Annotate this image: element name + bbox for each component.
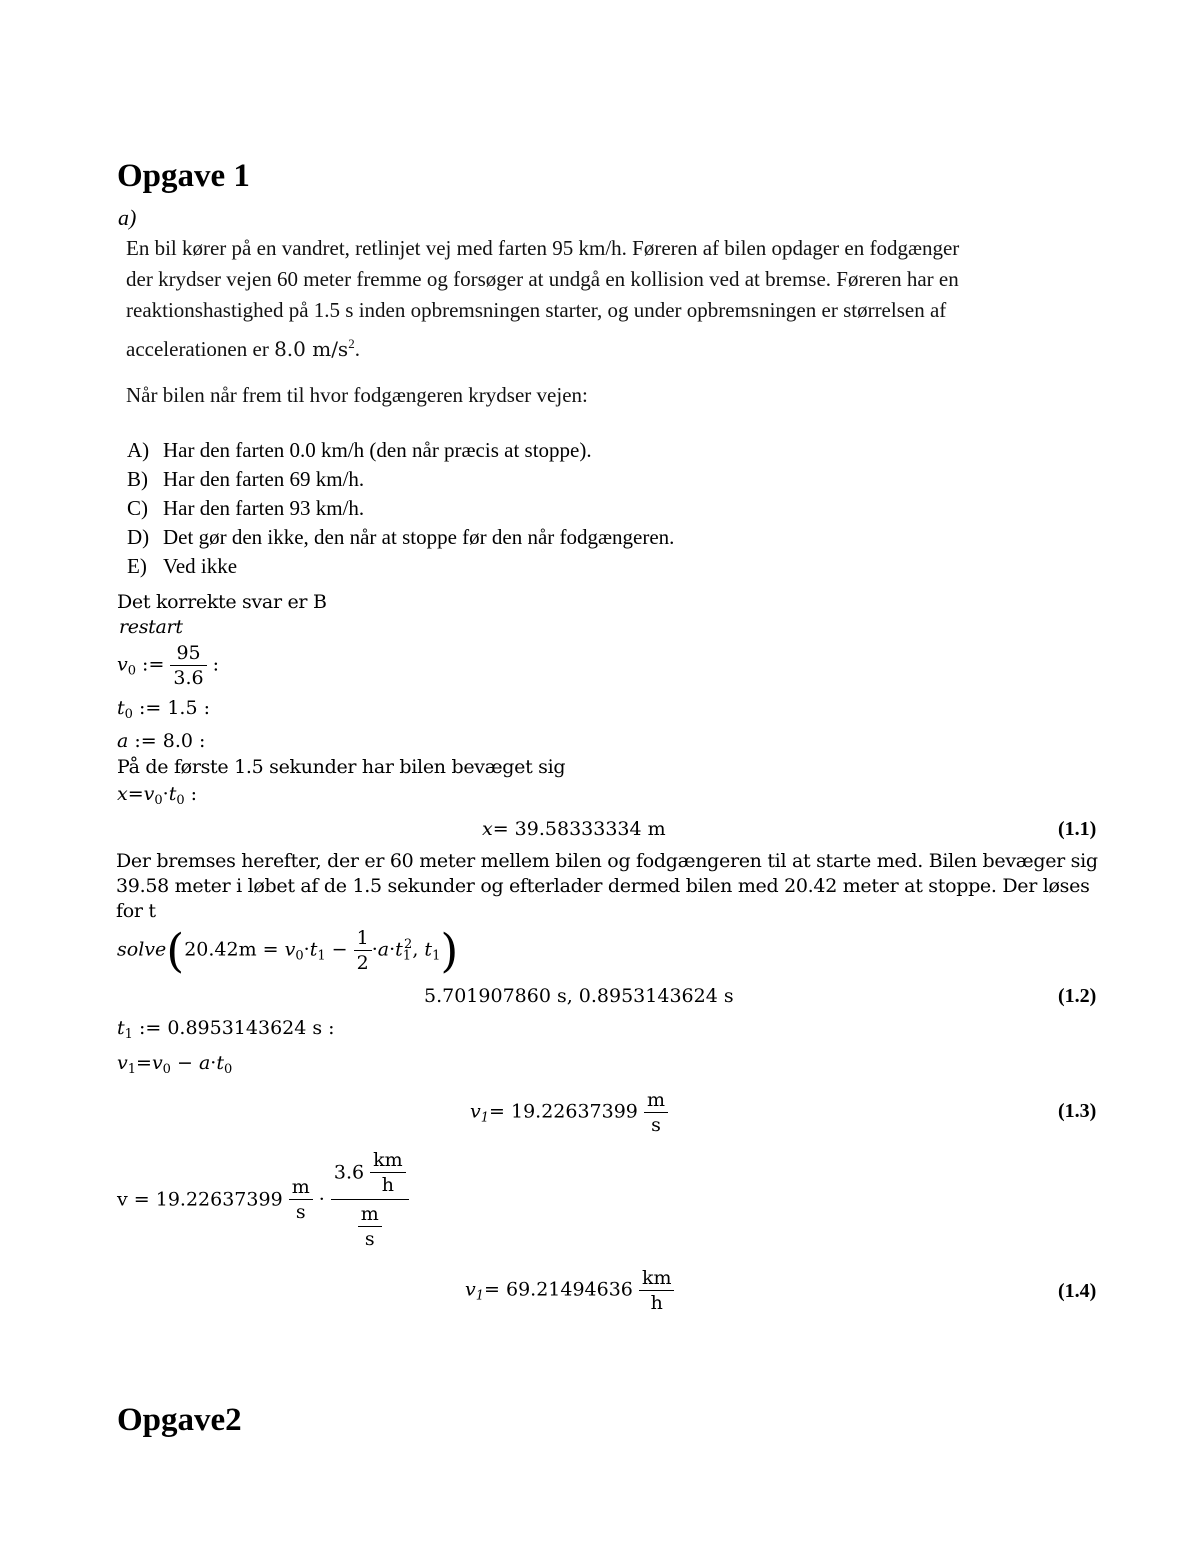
x-definition <box>117 783 197 808</box>
var-v: v <box>143 783 155 805</box>
fraction <box>170 641 206 690</box>
subscript: 1 <box>480 1110 490 1126</box>
paragraph-line: 39.58 meter i løbet af de 1.5 sekunder og efterlader dermed bilen med 20.42 meter at stoppe. Der løses <box>116 875 1090 897</box>
var-t: t <box>216 1052 224 1074</box>
v1-definition <box>117 1052 232 1077</box>
problem-line: En bil kører på en vandret, retlinjet vej med farten 95 km/h. Føreren af bilen opdager en fodgænger <box>126 236 960 260</box>
factor-numerator <box>331 1148 409 1200</box>
option-text: Har den farten 0.0 km/h (den når præcis at stoppe). <box>163 438 592 462</box>
option-letter: C) <box>127 496 148 520</box>
t1-definition <box>117 1017 335 1042</box>
var-a: a <box>198 1052 211 1074</box>
dot: · <box>162 783 169 805</box>
minus: − <box>325 938 354 961</box>
assignment: := 0.8953143624 s : <box>132 1017 335 1039</box>
acceleration-value: 8.0 m/s <box>274 337 349 361</box>
option-c <box>127 494 674 523</box>
v0-definition <box>117 641 219 690</box>
subscript: 0 <box>154 793 163 808</box>
subscript: 1 <box>432 948 441 964</box>
denominator: 2 <box>356 952 369 974</box>
answer-options <box>127 436 674 581</box>
exponent: 2 <box>348 336 355 351</box>
heading-opgave-2: Opgave2 <box>117 1402 242 1438</box>
equation-label: (1.1) <box>1058 818 1097 840</box>
unit-fraction <box>639 1266 675 1315</box>
var-v: v <box>465 1278 476 1301</box>
option-letter: D) <box>127 525 150 549</box>
unit-fraction <box>289 1175 313 1224</box>
subscript: 0 <box>124 707 133 722</box>
option-text: Det gør den ikke, den når at stoppe før den når fodgængeren. <box>163 525 675 549</box>
assignment: := 1.5 : <box>132 697 210 719</box>
assign-op: := <box>136 653 171 676</box>
conversion-expression <box>117 1148 409 1251</box>
var-t: t <box>117 697 125 719</box>
text-first-seconds: På de første 1.5 sekunder har bilen bevæget sig <box>117 756 566 778</box>
equation-label: (1.2) <box>1058 985 1097 1007</box>
var-t: t <box>395 938 403 961</box>
numerator: 95 <box>170 641 206 666</box>
question-text: Når bilen når frem til hvor fodgængeren krydser vejen: <box>126 383 588 407</box>
unit-numerator: m <box>289 1175 313 1200</box>
unit-numerator: km <box>639 1266 675 1291</box>
h: h <box>381 1174 395 1196</box>
assignment: := 8.0 : <box>128 730 206 752</box>
subscript: 1 <box>317 948 326 964</box>
option-letter: E) <box>127 554 147 578</box>
unit-denominator: h <box>650 1292 663 1314</box>
dot: · <box>210 1052 217 1074</box>
option-d <box>127 523 674 552</box>
option-text: Har den farten 93 km/h. <box>163 496 365 520</box>
answer-text: Det korrekte svar er B <box>117 591 327 613</box>
var-a: a <box>377 938 390 961</box>
restart-command: restart <box>119 616 183 638</box>
option-letter: B) <box>127 467 148 491</box>
subscript: 1 <box>127 1062 137 1077</box>
var-v: v <box>151 1052 163 1074</box>
result-value: = 69.21494636 <box>484 1278 633 1301</box>
solve-lhs: 20.42m = <box>184 938 285 961</box>
result-1-2: 5.701907860 s, 0.8953143624 s <box>424 985 734 1007</box>
paragraph-line: Der bremses herefter, der er 60 meter mellem bilen og fodgængeren til at starte med. Bilen bevæger sig <box>116 850 1098 872</box>
denominator: 3.6 <box>173 667 204 689</box>
subscript: 0 <box>176 793 185 808</box>
unit-fraction <box>644 1088 668 1137</box>
result-1-4 <box>465 1266 674 1315</box>
equals: = <box>136 1052 152 1074</box>
problem-statement <box>126 233 959 365</box>
var-t: t <box>117 1017 125 1039</box>
unit-denominator: s <box>651 1114 661 1136</box>
problem-line: der krydser vejen 60 meter fremme og forsøger at undgå en kollision ved at bremse. Føreren har en <box>126 267 959 291</box>
paragraph-braking <box>116 849 1098 924</box>
factor-value: 3.6 <box>333 1161 365 1184</box>
subscript: 0 <box>295 948 304 964</box>
result-value: = 19.22637399 <box>489 1100 638 1123</box>
result-1-3 <box>470 1088 668 1137</box>
subscript: 1 <box>402 948 412 964</box>
var-t: t <box>424 938 433 961</box>
option-text: Har den farten 69 km/h. <box>163 467 365 491</box>
var-v: v <box>284 938 296 961</box>
t0-definition <box>117 697 210 722</box>
problem-line: reaktionshastighed på 1.5 s inden opbremsningen starter, og under opbremsningen er størrelsen af <box>126 298 947 322</box>
m-per-s <box>358 1202 382 1251</box>
subscript: 0 <box>223 1062 233 1077</box>
unit-denominator: s <box>295 1201 306 1223</box>
equation-label: (1.4) <box>1058 1280 1097 1302</box>
km: km <box>370 1148 406 1173</box>
right-paren: ) <box>440 923 459 978</box>
conversion-factor <box>331 1148 409 1251</box>
var-v: v <box>117 1052 128 1074</box>
factor-denominator <box>331 1200 409 1251</box>
option-letter: A) <box>127 438 150 462</box>
subscript: 0 <box>127 663 137 679</box>
option-b <box>127 465 674 494</box>
comma: , <box>412 938 425 961</box>
solve-expression: solve(20.42m = $v_0\cdot t_1$ − $\frac{1}{2}$ $\cdot a\cdot t_1^2$, $t_1$) <box>117 923 459 978</box>
unit-numerator: m <box>644 1088 668 1113</box>
result-value: = 39.58333334 m <box>492 818 666 840</box>
paragraph-line: for t <box>116 900 156 922</box>
km-per-h <box>370 1148 406 1197</box>
left-paren: ( <box>166 923 185 978</box>
var-x: x <box>482 818 493 840</box>
var-x: x <box>117 783 128 805</box>
var-a: a <box>117 730 129 752</box>
fraction-half <box>354 926 372 975</box>
superscript: 2 <box>404 936 413 952</box>
solve-function: solve <box>117 938 167 961</box>
terminator: : <box>184 783 198 805</box>
equation-label: (1.3) <box>1058 1100 1097 1122</box>
period: . <box>354 337 360 361</box>
subscript: 1 <box>475 1288 485 1304</box>
subscript: 0 <box>162 1062 171 1077</box>
var-t: t <box>309 938 318 961</box>
result-1-1 <box>482 818 666 840</box>
minus: − <box>170 1052 199 1074</box>
terminator: : <box>206 653 220 676</box>
problem-text: accelerationen er <box>126 337 275 361</box>
m: m <box>358 1202 382 1227</box>
dot: · <box>318 1188 325 1211</box>
conversion-lhs: v = 19.22637399 <box>117 1188 283 1211</box>
a-definition <box>117 730 205 752</box>
heading-opgave-1: Opgave 1 <box>117 158 250 194</box>
var-v: v <box>117 653 128 676</box>
option-text: Ved ikke <box>163 554 238 578</box>
option-e <box>127 552 674 581</box>
option-a <box>127 436 674 465</box>
var-v: v <box>470 1100 481 1123</box>
var-t: t <box>168 783 177 805</box>
equals: = <box>127 783 144 805</box>
subscript: 1 <box>124 1027 133 1042</box>
subheading-a: a) <box>118 205 137 230</box>
s: s <box>364 1228 375 1250</box>
numerator: 1 <box>354 926 372 951</box>
problem-line <box>126 328 959 365</box>
